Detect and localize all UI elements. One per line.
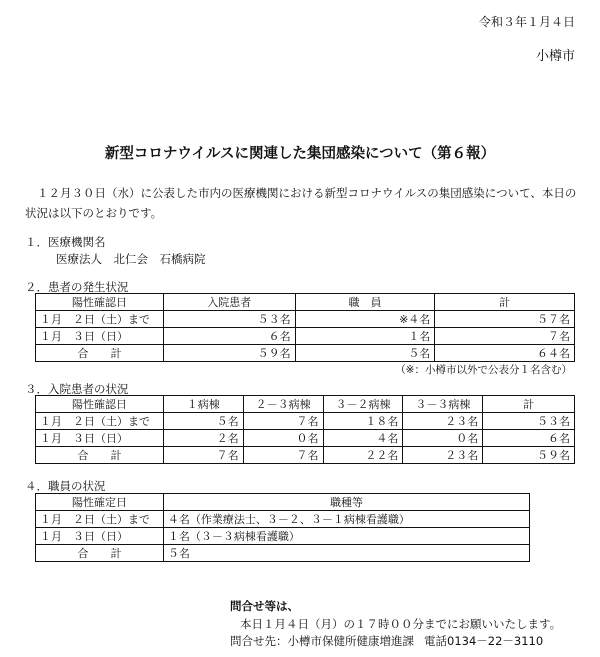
col-header: 陽性確認日: [36, 396, 164, 413]
col-header: 計: [483, 396, 575, 413]
table-cell: 合 計: [36, 447, 164, 464]
table-total-row: [36, 345, 575, 362]
document-title: 新型コロナウイルスに関連した集団感染について（第６報）: [104, 146, 496, 162]
table-total-row: [36, 545, 530, 562]
table-cell: ５７名: [435, 311, 575, 328]
table-cell: ５３名: [163, 311, 295, 328]
table-cell: ０名: [243, 430, 323, 447]
col-header: ３－２病棟: [323, 396, 403, 413]
inpatient-ward-table: [35, 395, 575, 464]
table-cell: 合 計: [36, 545, 164, 562]
table-cell: 合 計: [36, 345, 164, 362]
col-header: 陽性確定日: [36, 494, 164, 511]
table-cell: １月 ２日（土）まで: [36, 413, 164, 430]
table-cell: ５９名: [483, 447, 575, 464]
document-date: 令和３年１月４日: [478, 15, 575, 29]
table-header-row: [36, 294, 575, 311]
table-cell: ７名: [243, 447, 323, 464]
table-cell: ２３名: [403, 447, 483, 464]
table-row: [36, 528, 530, 545]
table-cell: １８名: [323, 413, 403, 430]
section1-heading: １．医療機関名: [25, 235, 106, 249]
table-cell: １月 ３日（日）: [36, 430, 164, 447]
table-cell: ６名: [163, 328, 295, 345]
table-cell: ２名: [163, 430, 243, 447]
table-cell: ６４名: [435, 345, 575, 362]
table-header-row: [36, 494, 530, 511]
contact-deadline: 本日１月４日（月）の１７時００分までにお願いいたします。: [240, 617, 562, 631]
col-header: １病棟: [163, 396, 243, 413]
section3-heading: ３．入院患者の状況: [25, 382, 129, 396]
table-cell: ６名: [483, 430, 575, 447]
contact-office: [230, 633, 543, 649]
table-cell: ２３名: [403, 413, 483, 430]
col-header: ３－３病棟: [403, 396, 483, 413]
staff-status-table: [35, 493, 530, 562]
table-cell: １月 ２日（土）まで: [36, 511, 164, 528]
table-cell: ７名: [435, 328, 575, 345]
contact-phone: 電話0134－22－3110: [424, 634, 544, 648]
col-header: ２－３病棟: [243, 396, 323, 413]
table-cell: １月 ２日（土）まで: [36, 311, 164, 328]
table-footnote: （※：小樽市以外で公表分１名含む）: [395, 364, 572, 376]
intro-text: １２月３０日（水）に公表した市内の医療機関における新型コロナウイルスの集団感染について、本日の状況は以下のとおりです。: [25, 186, 577, 220]
intro-paragraph: [25, 183, 580, 223]
table-cell: ５名: [295, 345, 435, 362]
table-cell: ０名: [403, 430, 483, 447]
table-cell: ７名: [243, 413, 323, 430]
table-cell: ５９名: [163, 345, 295, 362]
table-cell: ４名: [323, 430, 403, 447]
issuer-city: 小樽市: [535, 49, 575, 64]
table-cell: ５名: [163, 413, 243, 430]
table-cell: １名: [295, 328, 435, 345]
table-total-row: [36, 447, 575, 464]
table-cell: １月 ３日（日）: [36, 328, 164, 345]
table-cell: ７名: [163, 447, 243, 464]
table-row: [36, 328, 575, 345]
contact-heading: 問合せ等は、: [230, 599, 299, 613]
table-header-row: [36, 396, 575, 413]
table-row: [36, 430, 575, 447]
table-cell: １名（３－３病棟看護職）: [163, 528, 529, 545]
col-header: 職種等: [163, 494, 529, 511]
col-header: 職 員: [295, 294, 435, 311]
contact-label: 問合せ先：小樽市保健所健康増進課: [230, 634, 414, 648]
section4-heading: ４．職員の状況: [25, 479, 106, 493]
section2-heading: ２．患者の発生状況: [25, 280, 129, 294]
table-row: [36, 511, 530, 528]
table-cell: ５３名: [483, 413, 575, 430]
table-cell: １月 ３日（日）: [36, 528, 164, 545]
table-cell: ※４名: [295, 311, 435, 328]
table-row: [36, 413, 575, 430]
col-header: 陽性確認日: [36, 294, 164, 311]
patient-occurrence-table: [35, 293, 575, 362]
table-cell: ２２名: [323, 447, 403, 464]
table-cell: ４名（作業療法士、３－２、３－１病棟看護職）: [163, 511, 529, 528]
table-cell: ５名: [163, 545, 529, 562]
facility-name: 医療法人 北仁会 石橋病院: [56, 252, 206, 266]
col-header: 入院患者: [163, 294, 295, 311]
table-row: [36, 311, 575, 328]
col-header: 計: [435, 294, 575, 311]
